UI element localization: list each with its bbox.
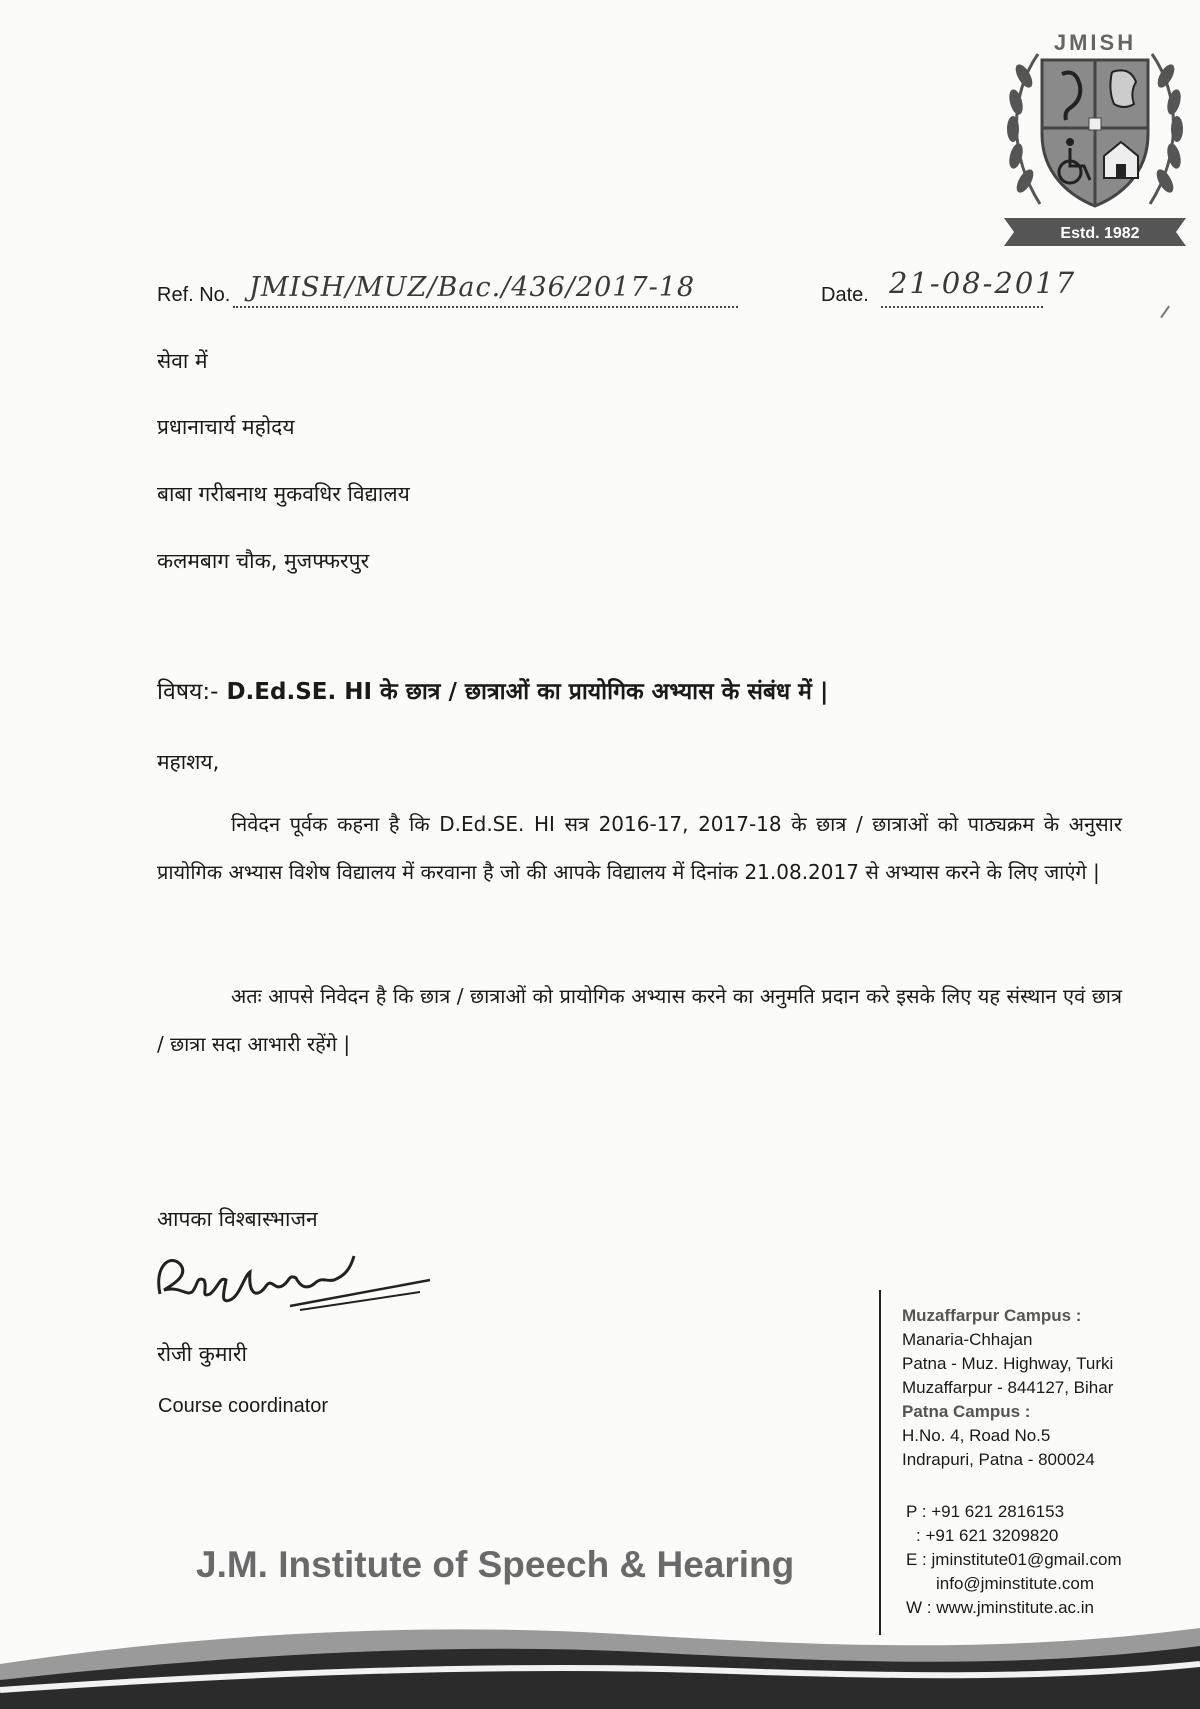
subject-prefix: विषय:- (157, 679, 219, 705)
phone-secondary: : +91 621 3209820 (916, 1526, 1059, 1545)
salutation-to: सेवा में (157, 349, 208, 373)
body-paragraph: अतः आपसे निवेदन है कि छात्र / छात्राओं को प्रायोगिक अभ्यास करने का अनुमति प्रदान करे इसके लिए यह संस्थान एवं छात्र / छात्रा सदा आभारी रहेंगे | (157, 984, 1122, 1056)
logo-established: Estd. 1982 (1060, 225, 1140, 242)
address-divider (879, 1290, 881, 1635)
muzaffarpur-campus-heading: Muzaffarpur Campus : (902, 1306, 1082, 1325)
reference-row (157, 266, 1107, 312)
logo-acronym: JMISH (1053, 30, 1137, 55)
patna-campus-heading: Patna Campus : (902, 1402, 1031, 1421)
date-value: 21-08-2017 (889, 266, 1077, 300)
ref-label: Ref. No. (157, 284, 231, 306)
body-paragraph: निवेदन पूर्वक कहना है कि D.Ed.SE. HI सत्र 2016-17, 2017-18 के छात्र / छात्राओं को पाठ्यक्रम के अनुसार प्रायोगिक अभ्यास विशेष विद्यालय में करवाना है जो की आपके विद्यालय में दिनांक 21.08.2017 से अभ्यास करने के लिए जाएंगे | (157, 812, 1122, 884)
website: W : www.jminstitute.ac.in (906, 1598, 1094, 1617)
campus-addresses (902, 1304, 1113, 1472)
institute-logo (1000, 14, 1190, 254)
footer-wave (0, 1624, 1200, 1709)
muzaffarpur-address-line: Manaria-Chhajan (902, 1330, 1033, 1349)
muzaffarpur-address-line: Muzaffarpur - 844127, Bihar (902, 1378, 1114, 1397)
email-secondary: info@jminstitute.com (936, 1574, 1095, 1593)
subject-text: D.Ed.SE. HI के छात्र / छात्राओं का प्रायोगिक अभ्यास के संबंध में | (226, 679, 829, 705)
patna-address-line: H.No. 4, Road No.5 (902, 1426, 1051, 1445)
institute-name: J.M. Institute of Speech & Hearing (196, 1544, 795, 1585)
email-primary: E : jminstitute01@gmail.com (906, 1550, 1122, 1569)
patna-address-line: Indrapuri, Patna - 800024 (902, 1450, 1095, 1469)
closing: आपका विश्बास्भाजन (157, 1207, 318, 1231)
phone-primary: P : +91 621 2816153 (906, 1502, 1065, 1521)
shield-icon (1042, 60, 1148, 206)
signatory-designation: Course coordinator (158, 1395, 329, 1417)
ref-number: JMISH/MUZ/Bac./436/2017-18 (249, 272, 696, 303)
subject-line (157, 674, 828, 706)
recipient-title: प्रधानाचार्य महोदय (157, 415, 295, 439)
salutation: महाशय, (157, 750, 220, 774)
recipient-location: कलमबाग चौक, मुजफ्फरपुर (157, 549, 370, 573)
recipient-school: बाबा गरीबनाथ मुकवधिर विद्यालय (157, 482, 410, 506)
date-label: Date. (821, 284, 869, 306)
handwritten-signature (140, 1246, 440, 1316)
tick-mark (1152, 300, 1170, 318)
contact-details (906, 1500, 1122, 1620)
signatory-name: रोजी कुमारी (157, 1342, 247, 1366)
muzaffarpur-address-line: Patna - Muz. Highway, Turki (902, 1354, 1114, 1373)
